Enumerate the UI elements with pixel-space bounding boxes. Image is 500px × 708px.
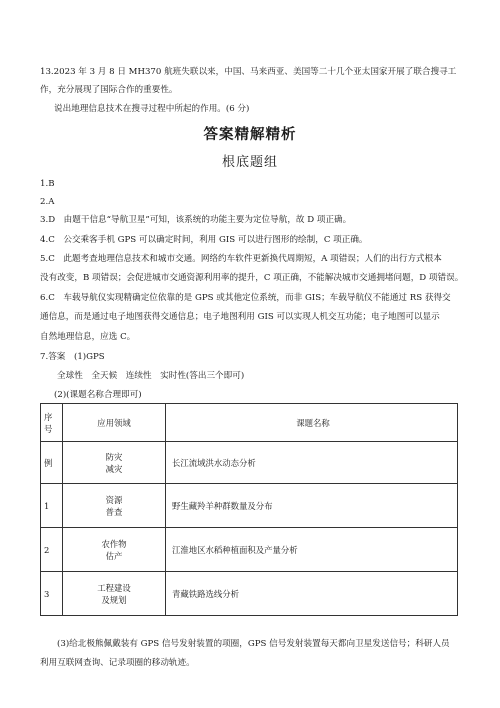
answer-7-part-2: (2)(课题名称合理即可) — [54, 390, 142, 400]
header-seq-line-2: 号 — [44, 423, 53, 434]
row-topic: 野生藏羚羊种群数量及分布 — [166, 484, 458, 528]
row-field-line-1: 防灾 — [105, 451, 123, 462]
answer-subsection-title: 根底题组 — [221, 155, 278, 170]
row-field-line-1: 农作物 — [101, 538, 127, 549]
answer-6-line-2: 通信息，而是通过电子地图获得交通信息；电子地图利用 GIS 可以实现人机交互功能；电子地图可以显示 — [40, 312, 440, 322]
row-field — [63, 484, 166, 528]
answer-2: 2.A — [40, 197, 55, 207]
row-topic: 江淮地区水稻种植面积及产量分析 — [166, 528, 458, 572]
row-field — [63, 442, 166, 484]
row-field-line-2: 估产 — [105, 550, 123, 561]
question-13-line-1: 13.2023 年 3 月 8 日 MH370 航班失联以来，中国、马来西亚、美国等二十几个亚太国家开展了联合搜寻工 — [40, 67, 457, 77]
row-seq: 2 — [41, 528, 63, 572]
question-13-prompt: 说出地理信息技术在搜寻过程中所起的作用。(6 分) — [54, 104, 250, 114]
answer-6-line-1: 6.C 车载导航仪实现精确定位依靠的是 GPS 或其他定位系统，而非 GIS；车载导航仪不能通过 RS 获得交 — [40, 293, 451, 303]
row-seq: 例 — [41, 442, 63, 484]
question-13-line-2: 作，充分展现了国际合作的重要性。 — [40, 85, 178, 95]
answer-5-line-1: 5.C 此题考查地理信息技术和城市交通。网络约车软件更新换代周期短，A 项错误；人们的出行方式根本 — [40, 254, 442, 264]
answer-3: 3.D 由题干信息“导航卫星”可知，该系统的功能主要为定位导航，故 D 项正确。 — [40, 215, 352, 225]
header-topic: 课题名称 — [166, 404, 458, 442]
row-field-line-1: 资源 — [105, 494, 123, 505]
answer-4: 4.C 公交乘客手机 GPS 可以确定时间，利用 GIS 可以进行图形的绘制，C 项正确。 — [40, 235, 368, 245]
answer-7-part-3-line-1: (3)给北极熊佩戴装有 GPS 信号发射装置的项圈，GPS 信号发射装置每天都向卫星发送信号；科研人员 — [57, 639, 450, 649]
row-field-line-2: 减灾 — [105, 463, 123, 474]
answer-7-part-3-line-2: 利用互联网查询、记录项圈的移动轨迹。 — [40, 658, 195, 668]
header-seq-line-1: 序 — [44, 411, 53, 422]
topics-table — [40, 403, 458, 616]
answer-5-line-2: 没有改变，B 项错误；会促进城市交通资源利用率的提升，C 项正确，不能解决城市交通拥堵问题，D 项错误。 — [40, 273, 464, 283]
row-field — [63, 528, 166, 572]
header-seq — [41, 404, 63, 442]
table-row — [41, 442, 458, 484]
answer-1: 1.B — [40, 179, 55, 189]
row-field-line-1: 工程建设 — [97, 582, 131, 593]
row-seq: 3 — [41, 572, 63, 616]
row-seq: 1 — [41, 484, 63, 528]
answer-6-line-3: 自然地理信息，应选 C。 — [40, 332, 136, 342]
answer-section-title: 答案精解精析 — [203, 127, 297, 143]
row-field-line-2: 及规划 — [101, 594, 127, 605]
table-header-row — [41, 404, 458, 442]
table-row — [41, 484, 458, 528]
table-row — [41, 572, 458, 616]
row-topic: 青藏铁路选线分析 — [166, 572, 458, 616]
row-field — [63, 572, 166, 616]
answer-7-gps-traits: 全球性 全天候 连续性 实时性(答出三个即可) — [57, 371, 245, 381]
row-field-line-2: 普查 — [105, 506, 123, 517]
answer-7-part-1: 7.答案 (1)GPS — [40, 352, 105, 362]
table-row — [41, 528, 458, 572]
row-topic: 长江流域洪水动态分析 — [166, 442, 458, 484]
header-field: 应用领域 — [63, 404, 166, 442]
